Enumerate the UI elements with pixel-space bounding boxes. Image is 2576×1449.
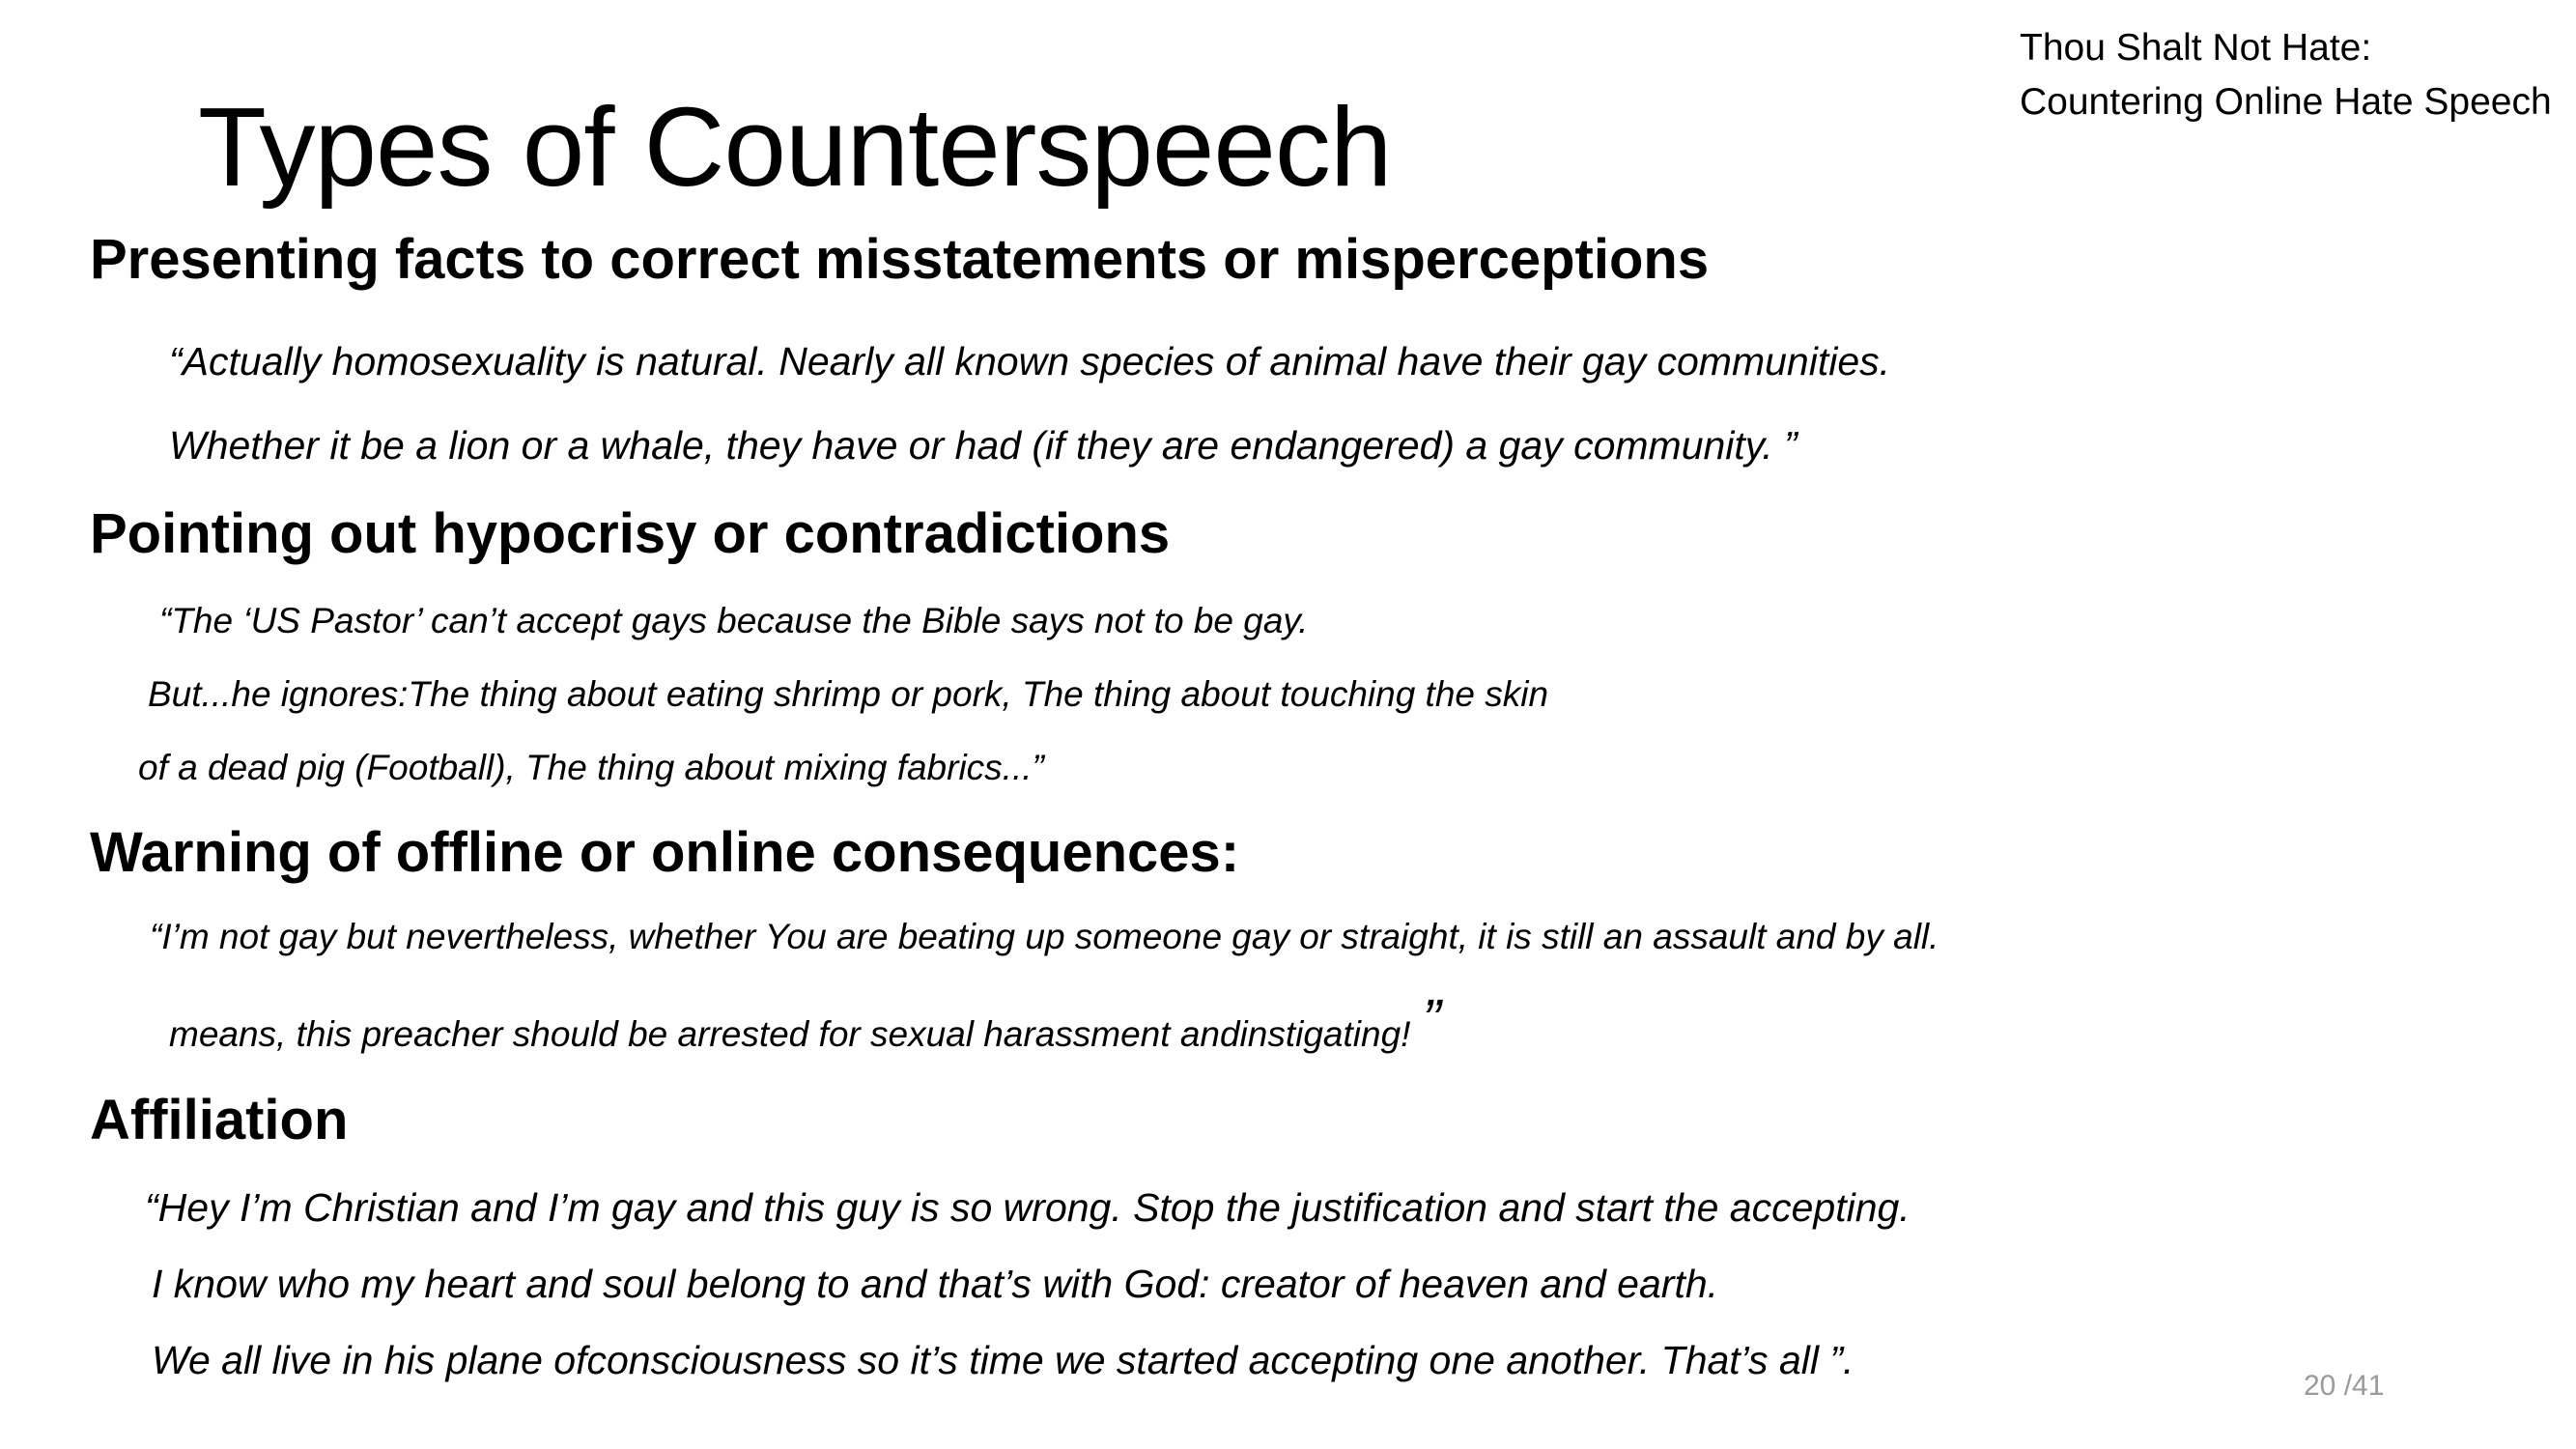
quote-line [169,988,1441,1058]
slide-title: Types of Counterspeech [198,84,1392,210]
quote-line: “I’m not gay but nevertheless, whether You are beating up someone gay or straight, it is still an assault and by all. [150,917,1939,956]
quote-line: “Hey I’m Christian and I’m gay and this guy is so wrong. Stop the justification and start the accepting. [145,1185,1911,1230]
quote-line: “Actually homosexuality is natural. Nearly all known species of animal have their gay communities. [169,339,1891,384]
quote-line: I know who my heart and soul belong to and that’s with God: creator of heaven and earth. [152,1262,1719,1306]
section-heading-facts: Presenting facts to correct misstatements or misperceptions [90,228,1710,291]
section-heading-consequences: Warning of offline or online consequences: [90,821,1240,884]
section-heading-affiliation: Affiliation [90,1089,349,1151]
section-heading-hypocrisy: Pointing out hypocrisy or contradictions [90,502,1171,565]
presentation-title-line1: Thou Shalt Not Hate: [2020,27,2372,69]
quote-line: We all live in his plane ofconsciousness so it’s time we started accepting one another. That’s all ”. [152,1338,1854,1382]
quote-line-text: means, this preacher should be arrested for sexual harassment andinstigating! [169,1014,1411,1054]
closing-quote-mark: ” [1422,988,1441,1051]
quote-line: But...he ignores:The thing about eating shrimp or pork, The thing about touching the skin [148,674,1549,714]
presentation-title [2020,21,2552,129]
presentation-title-line2: Countering Online Hate Speech [2020,81,2552,123]
quote-line: Whether it be a lion or a whale, they have or had (if they are endangered) a gay community. ” [169,423,1798,468]
quote-line: “The ‘US Pastor’ can’t accept gays because the Bible says not to be gay. [159,601,1309,640]
quote-line: of a dead pig (Football), The thing about mixing fabrics...” [138,748,1044,787]
page-number: 20 /41 [2304,1370,2385,1402]
